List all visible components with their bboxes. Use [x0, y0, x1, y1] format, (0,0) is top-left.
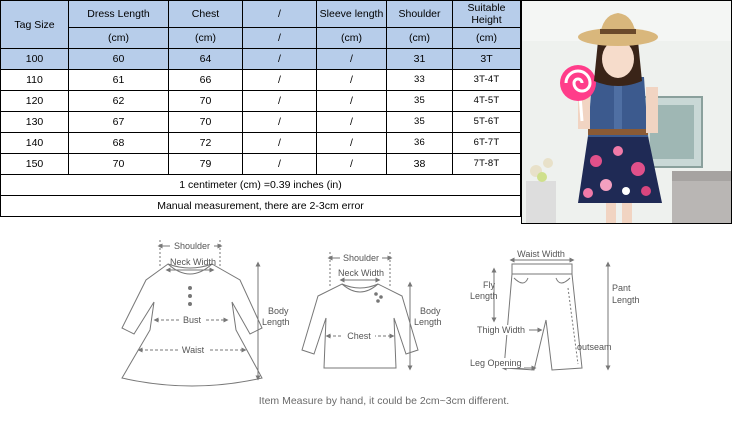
- cell-chest: 70: [169, 112, 243, 133]
- cell-shoulder: 35: [387, 112, 453, 133]
- size-table: [0, 0, 521, 217]
- conversion-row: [1, 175, 521, 196]
- header-shoulder: Shoulder: [387, 1, 453, 28]
- pants-outseam-label: outseam: [577, 342, 612, 352]
- table-row: [1, 49, 521, 70]
- cell-suitable-height: 4T-5T: [453, 91, 521, 112]
- cell-chest: 79: [169, 154, 243, 175]
- table-row: [1, 154, 521, 175]
- unit-cell: (cm): [169, 28, 243, 49]
- flower-icon: [537, 172, 547, 182]
- cell-chest: 66: [169, 70, 243, 91]
- header-suitable-height: Suitable Height: [453, 1, 521, 28]
- dress-shoulder-label: Shoulder: [173, 241, 211, 251]
- cell-slash: /: [243, 112, 317, 133]
- cell-sleeve-length: /: [317, 154, 387, 175]
- header-chest: Chest: [169, 1, 243, 28]
- table-row: [1, 91, 521, 112]
- cell-suitable-height: 5T-6T: [453, 112, 521, 133]
- shirt-outline: [302, 284, 418, 368]
- cell-shoulder: 33: [387, 70, 453, 91]
- conversion-note: 1 centimeter (cm) =0.39 inches (in): [1, 175, 521, 196]
- cell-dress-length: 62: [69, 91, 169, 112]
- cell-suitable-height: 3T: [453, 49, 521, 70]
- shirt-body-length-label-1: Body: [420, 306, 441, 316]
- dress-waist-label: Waist: [181, 345, 205, 355]
- header-tag-size: Tag Size: [1, 1, 69, 49]
- cell-shoulder: 38: [387, 154, 453, 175]
- cell-tag-size: 110: [1, 70, 69, 91]
- header-dress-length: Dress Length: [69, 1, 169, 28]
- cell-dress-length: 70: [69, 154, 169, 175]
- dress-body-length-label-1: Body: [268, 306, 289, 316]
- cell-shoulder: 31: [387, 49, 453, 70]
- dress-body-length-label-2: Length: [262, 317, 290, 327]
- cell-slash: /: [243, 154, 317, 175]
- flower-icon: [543, 158, 553, 168]
- cell-sleeve-length: /: [317, 49, 387, 70]
- unit-cell: (cm): [387, 28, 453, 49]
- pants-outline: [504, 274, 582, 370]
- header-row: [1, 1, 521, 28]
- pants-leg-opening-label: Leg Opening: [470, 358, 522, 368]
- cell-slash: /: [243, 49, 317, 70]
- cell-slash: /: [243, 91, 317, 112]
- cell-sleeve-length: /: [317, 70, 387, 91]
- cell-slash: /: [243, 70, 317, 91]
- pants-pant-length-label-2: Length: [612, 295, 640, 305]
- pants-fly-length-label-1: Fly: [483, 280, 495, 290]
- cell-tag-size: 100: [1, 49, 69, 70]
- table-row: [1, 112, 521, 133]
- header-sleeve-length: Sleeve length: [317, 1, 387, 28]
- cell-chest: 70: [169, 91, 243, 112]
- girl-photo-illustration: [522, 1, 732, 224]
- pants-fly-length-label-2: Length: [470, 291, 498, 301]
- shirt-shoulder-label: Shoulder: [342, 253, 380, 263]
- cell-tag-size: 130: [1, 112, 69, 133]
- pants-pant-length-label-1: Pant: [612, 283, 631, 293]
- pants-diagram: [494, 260, 608, 370]
- measure-caption: Item Measure by hand, it could be 2cm~3cm different.: [258, 395, 510, 407]
- cell-slash: /: [243, 133, 317, 154]
- measurement-diagrams: [0, 228, 733, 426]
- pants-waist-width-label: Waist Width: [517, 249, 565, 259]
- unit-cell: (cm): [69, 28, 169, 49]
- dress-neck-width-label: Neck Width: [169, 257, 217, 267]
- cell-dress-length: 67: [69, 112, 169, 133]
- shirt-neck-width-label: Neck Width: [337, 268, 385, 278]
- measurement-note: Manual measurement, there are 2-3cm error: [1, 196, 521, 217]
- unit-cell: /: [243, 28, 317, 49]
- cell-sleeve-length: /: [317, 112, 387, 133]
- header-slash: /: [243, 1, 317, 28]
- dress-bust-label: Bust: [182, 315, 202, 325]
- unit-cell: (cm): [453, 28, 521, 49]
- shirt-body-length-label-2: Length: [414, 317, 442, 327]
- pants-thigh-width-label: Thigh Width: [477, 325, 526, 335]
- unit-cell: (cm): [317, 28, 387, 49]
- cell-dress-length: 60: [69, 49, 169, 70]
- units-row: [1, 28, 521, 49]
- table-row: [1, 70, 521, 91]
- cell-shoulder: 36: [387, 133, 453, 154]
- cell-suitable-height: 3T-4T: [453, 70, 521, 91]
- cell-sleeve-length: /: [317, 91, 387, 112]
- cell-chest: 72: [169, 133, 243, 154]
- measurement-row: [1, 196, 521, 217]
- table-row: [1, 133, 521, 154]
- cell-tag-size: 120: [1, 91, 69, 112]
- cell-sleeve-length: /: [317, 133, 387, 154]
- cell-suitable-height: 7T-8T: [453, 154, 521, 175]
- cell-dress-length: 61: [69, 70, 169, 91]
- cell-suitable-height: 6T-7T: [453, 133, 521, 154]
- cell-shoulder: 35: [387, 91, 453, 112]
- cell-dress-length: 68: [69, 133, 169, 154]
- shirt-chest-label: Chest: [347, 331, 371, 341]
- cell-tag-size: 140: [1, 133, 69, 154]
- cell-chest: 64: [169, 49, 243, 70]
- product-photo: [521, 0, 732, 224]
- cell-tag-size: 150: [1, 154, 69, 175]
